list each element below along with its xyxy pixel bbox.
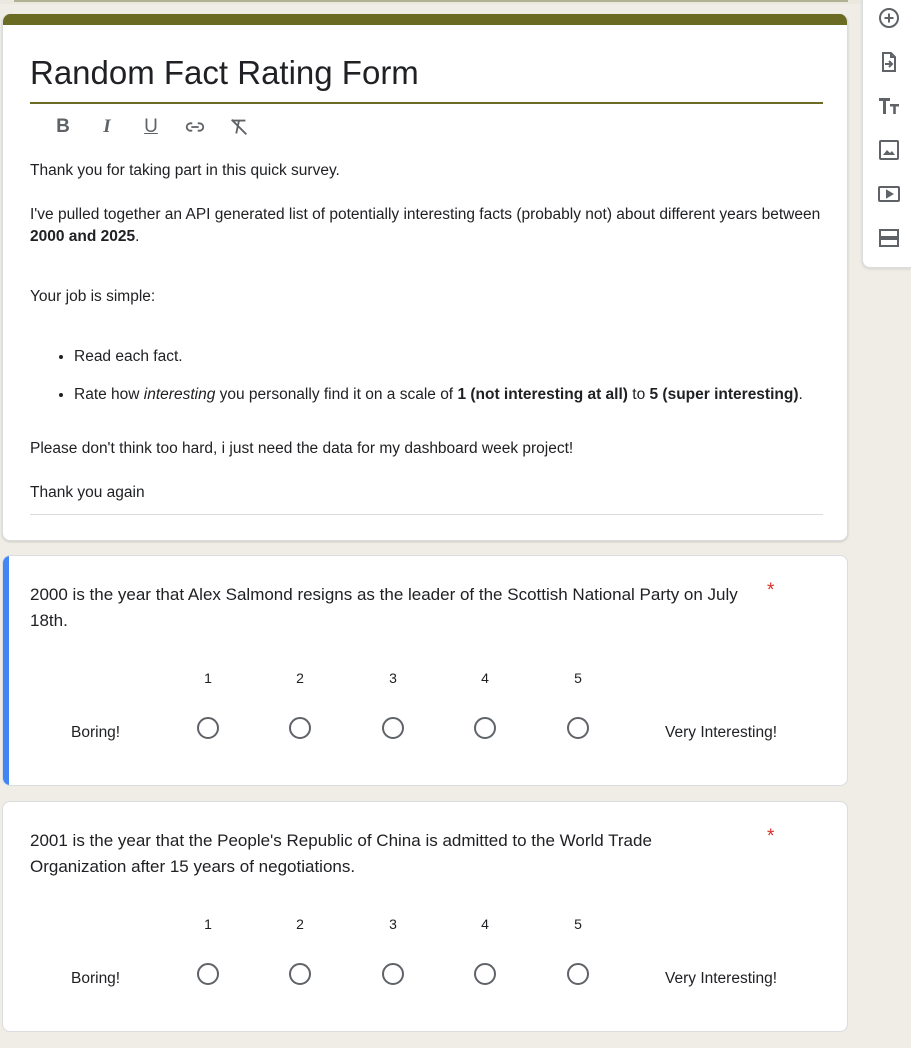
header-image-strip	[0, 0, 911, 4]
underline-button[interactable]: U	[144, 116, 158, 137]
add-title-icon	[877, 94, 901, 118]
linear-scale	[3, 960, 848, 990]
link-icon	[184, 116, 206, 138]
question-card[interactable]	[2, 555, 848, 786]
import-questions-button[interactable]	[877, 50, 901, 74]
list-item: • Read each fact.	[74, 346, 823, 368]
scale-number: 1	[204, 916, 212, 932]
radio-option-5[interactable]	[567, 717, 589, 739]
radio-option-5[interactable]	[567, 963, 589, 985]
required-asterisk: *	[767, 580, 775, 601]
scale-number: 2	[296, 670, 304, 686]
scale-number: 3	[389, 916, 397, 932]
clear-formatting-icon	[228, 116, 250, 138]
radio-option-3[interactable]	[382, 963, 404, 985]
list-item: • Rate how interesting you personally find it on a scale of 1 (not interesting at all) to 5 (super interesting).	[74, 384, 823, 406]
add-section-icon	[877, 226, 901, 250]
desc-paragraph: Thank you for taking part in this quick survey.	[30, 162, 340, 179]
add-question-button[interactable]	[877, 6, 901, 30]
scale-numbers	[3, 670, 848, 690]
desc-list	[30, 346, 823, 406]
form-description[interactable]	[30, 160, 823, 504]
form-title[interactable]: Random Fact Rating Form	[30, 52, 823, 104]
add-video-icon	[877, 182, 901, 206]
radio-option-4[interactable]	[474, 717, 496, 739]
question-text[interactable]: 2001 is the year that the People's Republic of China is admitted to the World Trade Organization after 15 years of negotiations.	[30, 831, 652, 876]
add-image-icon	[877, 138, 901, 162]
radio-option-1[interactable]	[197, 717, 219, 739]
add-section-button[interactable]	[877, 226, 901, 250]
required-asterisk: *	[767, 826, 775, 847]
scale-high-label: Very Interesting!	[665, 724, 778, 741]
desc-paragraph: Please don't think too hard, i just need the data for my dashboard week project!	[30, 440, 574, 457]
add-title-button[interactable]	[877, 94, 901, 118]
bold-button[interactable]: B	[56, 116, 70, 137]
scale-low-label: Boring!	[71, 724, 121, 741]
radio-option-3[interactable]	[382, 717, 404, 739]
text-format-toolbar	[41, 114, 261, 140]
form-header-card[interactable]	[2, 14, 848, 541]
add-image-button[interactable]	[877, 138, 901, 162]
import-questions-icon	[877, 50, 901, 74]
question-card[interactable]	[2, 801, 848, 1032]
radio-option-1[interactable]	[197, 963, 219, 985]
desc-paragraph: I've pulled together an API generated list of potentially interesting facts (probably not) about different years between 2000 and 2025.	[30, 206, 821, 245]
theme-band	[3, 14, 847, 25]
scale-number: 4	[481, 916, 489, 932]
question-text[interactable]: 2000 is the year that Alex Salmond resigns as the leader of the Scottish National Party on July 18th.	[30, 585, 738, 630]
link-button[interactable]	[173, 114, 217, 140]
italic-button[interactable]: I	[103, 116, 111, 137]
question-toolbar	[862, 0, 911, 268]
add-video-button[interactable]	[877, 182, 901, 206]
desc-paragraph: Your job is simple:	[30, 288, 156, 305]
radio-option-2[interactable]	[289, 963, 311, 985]
scale-high-label: Very Interesting!	[665, 970, 778, 987]
radio-option-4[interactable]	[474, 963, 496, 985]
clear-formatting-button[interactable]	[217, 114, 261, 140]
scale-number: 5	[574, 916, 582, 932]
description-underline	[30, 514, 823, 515]
scale-number: 3	[389, 670, 397, 686]
radio-option-2[interactable]	[289, 717, 311, 739]
scale-number: 2	[296, 916, 304, 932]
scale-number: 1	[204, 670, 212, 686]
scale-low-label: Boring!	[71, 970, 121, 987]
desc-paragraph: Thank you again	[30, 484, 145, 501]
add-question-icon	[877, 6, 901, 30]
scale-numbers	[3, 916, 848, 936]
scale-number: 4	[481, 670, 489, 686]
linear-scale	[3, 714, 848, 744]
scale-number: 5	[574, 670, 582, 686]
